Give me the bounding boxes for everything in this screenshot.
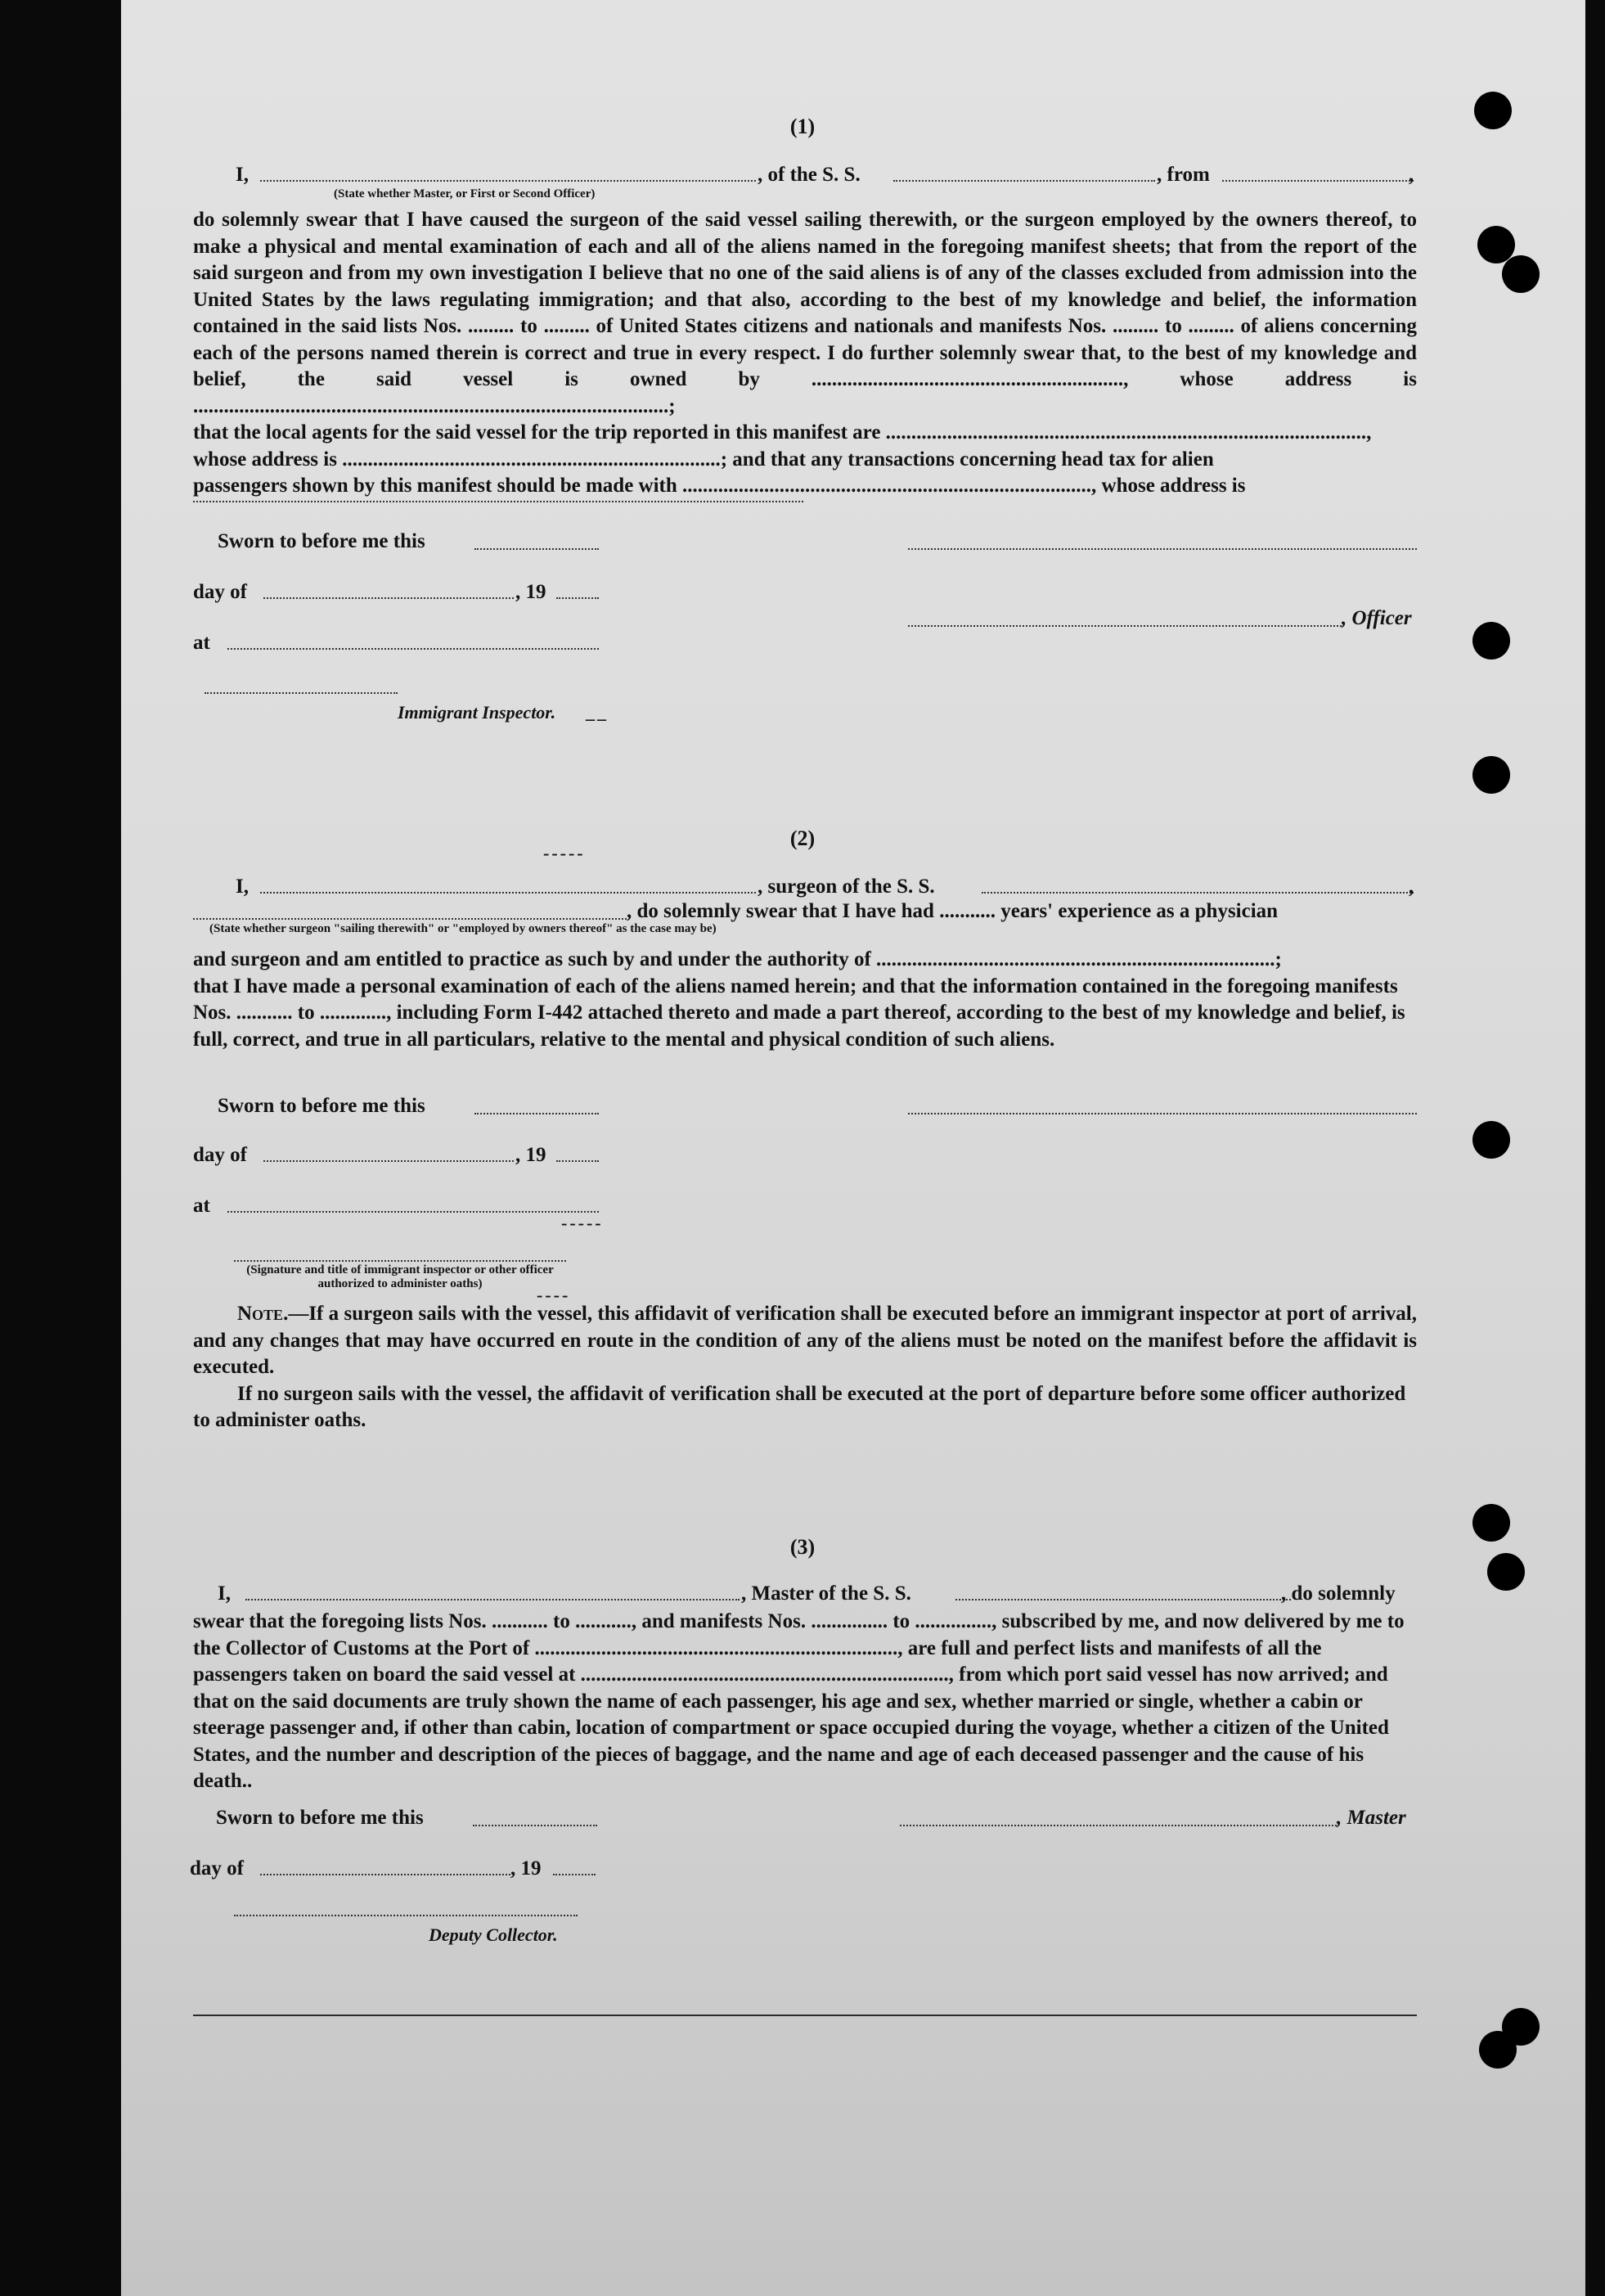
note-2: If no surgeon sails with the vessel, the affidavit of verification shall be executed at the port of departure before some officer authorized to administer oaths. <box>193 1382 1406 1431</box>
section-1-body <box>193 207 1417 500</box>
section-2-authority: and surgeon and am entitled to practice as such by and under the authority of ..............................................................................; <box>193 948 1282 970</box>
section-1-officer-field[interactable] <box>908 625 1342 627</box>
section-2-years-line: , do solemnly swear that I have had ........... years' experience as a physician <box>627 900 1279 922</box>
section-2-at: at <box>193 1195 210 1217</box>
section-1-number: (1) <box>789 115 816 138</box>
section-3-body <box>193 1609 1417 1795</box>
section-1-at: at <box>193 632 210 654</box>
section-3-master: , Master <box>1337 1807 1406 1829</box>
section-1-sworn: Sworn to before me this <box>218 530 425 552</box>
line-end-comma-2: , <box>1409 876 1414 898</box>
vessel-from-field[interactable] <box>1222 180 1414 182</box>
section-1-year-field[interactable] <box>556 597 599 599</box>
section-2-day-of: day of <box>193 1144 247 1166</box>
immigrant-inspector-label: Immigrant Inspector. <box>398 702 556 723</box>
vessel-name-field[interactable] <box>893 180 1155 182</box>
deputy-collector-label: Deputy Collector. <box>429 1925 558 1945</box>
section-2-year-field[interactable] <box>556 1160 599 1162</box>
section-1-day-of: day of <box>193 581 247 603</box>
section-1-officer: , Officer <box>1342 607 1412 629</box>
section-2-year: , 19 <box>515 1144 546 1166</box>
surgeon-caption: (State whether surgeon "sailing therewith" or "employed by owners thereof" as the case may be) <box>209 922 717 935</box>
signature-dashes: __ <box>586 702 609 723</box>
section-3-solemnly: , do solemnly <box>1281 1582 1396 1605</box>
section-2-vessel-field[interactable] <box>982 892 1414 894</box>
note-text: —If a surgeon sails with the vessel, this affidavit of verification shall be executed before an immigrant inspector at port of arrival, and any changes that may have occurred en route in the condition of any of the aliens must be noted on the manifest before the affidavit is executed. <box>193 1303 1417 1378</box>
binder-hole <box>1502 255 1540 293</box>
section-1-agent-address: whose address is ..........................................................................; and that any transactions concerning head tax for alien <box>193 448 1214 470</box>
section-1-month-field[interactable] <box>263 597 514 599</box>
section-3-year-field[interactable] <box>553 1874 596 1875</box>
head-tax-address-field[interactable] <box>193 501 803 502</box>
section-2-paragraph: that I have made a personal examination of each of the aliens named herein; and that the information contained in the foregoing manifests Nos. ........... to ............., including Form I-442 attached thereto and made a part thereof, according to the best of my knowledge and belief, is full, correct, and true in all particulars, relative to the mental and physical condition of such aliens. <box>193 975 1405 1051</box>
section-1-from-label: , from <box>1157 164 1210 186</box>
section-3-paragraph: swear that the foregoing lists Nos. ........... to ..........., and manifests Nos. ............... to ..............., subscribed by me, and now delivered by me to the Collector of Customs at the Port of ......................................................................., are full and perfect lists and manifests of all the passengers taken on board the said vessel at ........................................................................, from which port said vessel has now arrived; and that on the said documents are truly shown the name of each passenger, his age and sex, whether married or single, whether a cabin or steerage passenger and, if other than cabin, location of compartment or space occupied during the voyage, whether a citizen of the United States, and the number and description of the pieces of baggage, and the name and age of each deceased passenger and the cause of his death.. <box>193 1610 1405 1792</box>
section-2-sworn: Sworn to before me this <box>218 1095 425 1117</box>
master-name-field[interactable] <box>260 180 756 182</box>
section-2-at-dashes: ----- <box>561 1213 604 1233</box>
section-2-body <box>193 947 1417 1053</box>
surgeon-name-field[interactable] <box>260 892 756 894</box>
section-3-number: (3) <box>789 1535 816 1559</box>
section-1-signature-field[interactable] <box>908 548 1417 550</box>
section-1-inspector-field[interactable] <box>205 692 398 694</box>
bottom-rule <box>193 2015 1417 2016</box>
section-1-vessel-label: , of the S. S. <box>758 164 861 186</box>
section-2-officer-field[interactable] <box>234 1260 566 1262</box>
section-3-day-of: day of <box>190 1857 244 1880</box>
section-2-sworn-day-field[interactable] <box>474 1113 599 1114</box>
section-3-vessel-field[interactable] <box>955 1599 1291 1600</box>
section-1-sworn-day-field[interactable] <box>474 548 599 550</box>
section-2-vessel-label: , surgeon of the S. S. <box>758 876 935 898</box>
section-1-at-field[interactable] <box>227 648 599 650</box>
section-1-paragraph: do solemnly swear that I have caused the surgeon of the said vessel sailing therewith, or the surgeon employed by the owners thereof, to make a physical and mental examination of each and all of the aliens named in the foregoing manifest sheets; that from the report of the said surgeon and from my own investigation I believe that no one of the said aliens is of any of the classes excluded from admission into the United States by the laws regulating immigration; and that also, according to the best of my knowledge and belief, the information contained in the said lists Nos. ......... to ......... of United States citizens and nationals and manifests Nos. ......... to ......... of aliens concerning each of the persons named therein is correct and true in every respect. I do further solemnly swear that, to the best of my knowledge and belief, the said vessel is owned by ............................................................., whose address is .............................................................................................; <box>193 209 1417 417</box>
section-3-master-signature-field[interactable] <box>900 1825 1337 1826</box>
note-label: Note. <box>237 1303 289 1325</box>
binder-hole <box>1472 756 1510 794</box>
surgeon-status-field[interactable] <box>193 918 627 920</box>
binder-hole <box>1502 2008 1540 2046</box>
line-end-comma: , <box>1409 164 1414 186</box>
deputy-collector-field[interactable] <box>234 1915 578 1916</box>
master-caption: (State whether Master, or First or Second Officer) <box>334 187 596 200</box>
section-3-master-label: , Master of the S. S. <box>741 1582 911 1605</box>
section-3-sworn: Sworn to before me this <box>216 1807 424 1829</box>
section-2-note <box>193 1301 1417 1434</box>
section-2-separator: ----- <box>543 843 586 863</box>
section-3-sworn-day-field[interactable] <box>473 1825 597 1826</box>
caption-dashes: ---- <box>537 1285 571 1305</box>
binder-hole <box>1487 1553 1525 1591</box>
signature-title-caption: (Signature and title of immigrant inspector or other officer authorized to administer oaths) <box>246 1263 554 1290</box>
section-1-i: I, <box>236 164 249 186</box>
binder-hole <box>1472 1504 1510 1542</box>
binder-hole <box>1472 622 1510 660</box>
section-2-at-field[interactable] <box>227 1211 599 1213</box>
section-2-i: I, <box>236 876 249 898</box>
section-1-year: , 19 <box>515 581 546 603</box>
section-3-master-name-field[interactable] <box>245 1599 740 1600</box>
section-1-head-tax: passengers shown by this manifest should be made with ................................................................................, whose address is <box>193 475 1246 497</box>
section-1-agents: that the local agents for the said vessel for the trip reported in this manifest are .............................................................................................., <box>193 421 1372 443</box>
binder-hole <box>1472 1121 1510 1159</box>
section-3-month-field[interactable] <box>260 1874 510 1875</box>
section-3-year: , 19 <box>510 1857 542 1880</box>
section-3-i: I, <box>218 1582 231 1605</box>
binder-hole <box>1474 92 1512 129</box>
section-2-month-field[interactable] <box>263 1160 514 1162</box>
section-2-signature-field[interactable] <box>908 1113 1417 1114</box>
section-2-number: (2) <box>789 826 816 850</box>
